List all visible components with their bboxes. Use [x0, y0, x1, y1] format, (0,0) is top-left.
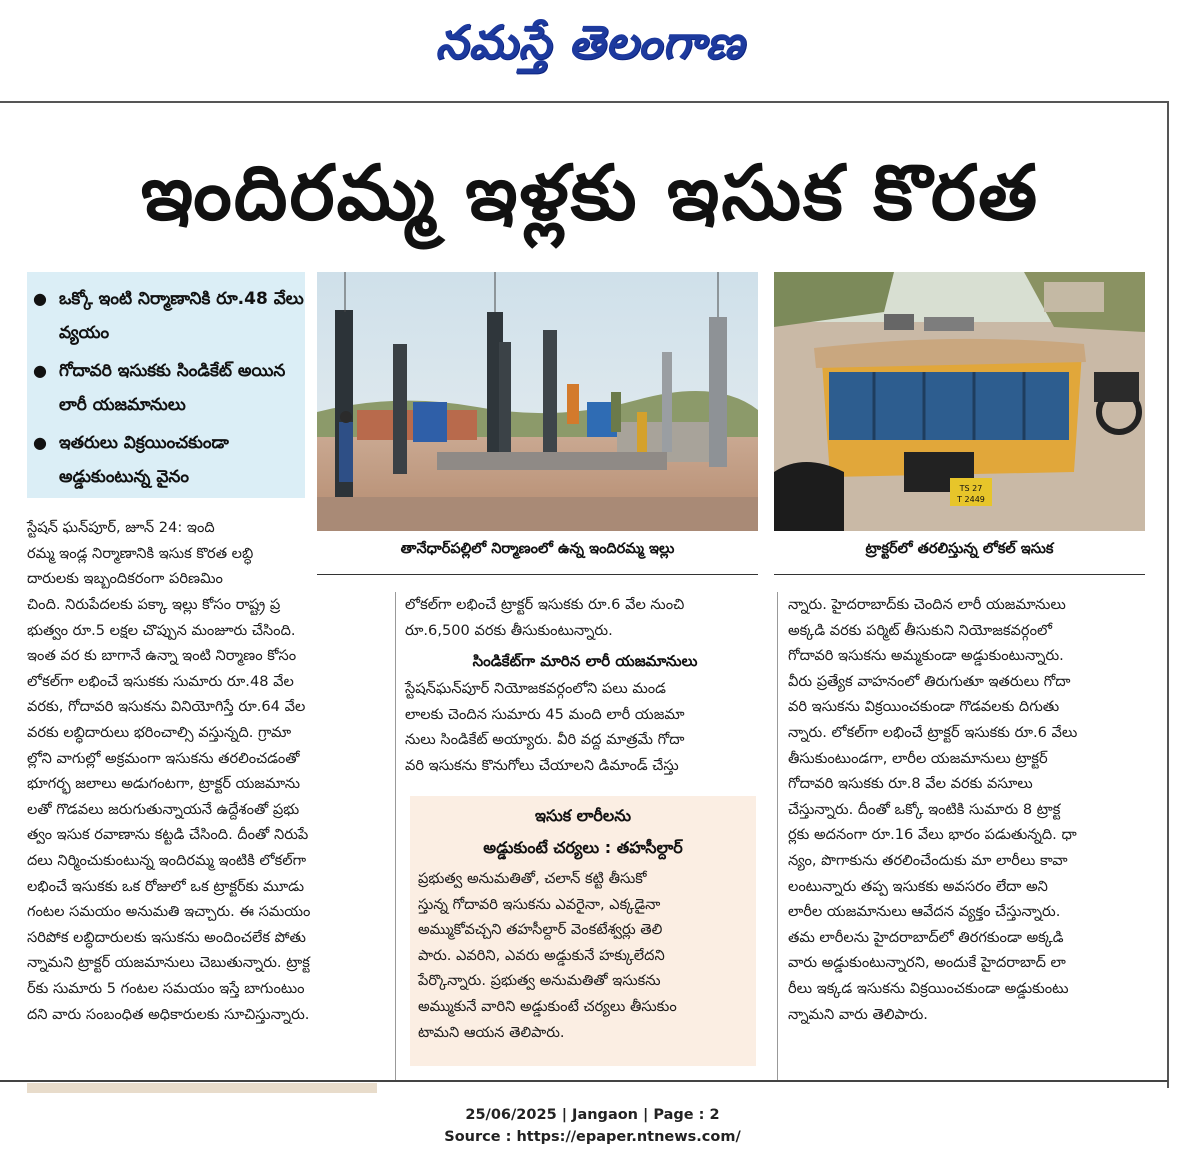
text-line: వరకు, గోదావరి ఇసుకను వినియోగిస్తే రూ.64 వేల — [27, 698, 306, 716]
text-line: చింది. నిరుపేదలకు పక్కా ఇల్లు కోసం రాష్ట్ర ప్ర — [27, 596, 281, 613]
footer-date-line: 25/06/2025 | Jangaon | Page : 2 — [465, 1107, 720, 1123]
text-line: గోదావరి ఇసుకను అమ్మకుండా అడ్డుకుంటున్నారు. — [788, 647, 1064, 665]
caption-rule — [317, 574, 758, 575]
text-line: ర్లకు అదనంగా రూ.16 వేలు భారం పడుతున్నది. ధా — [788, 826, 1077, 844]
text-line: తమ లారీలను హైదరాబాద్‌లో తిరగకుండా అక్కడి — [788, 928, 1064, 946]
text-line: నులు సిండికేట్ అయ్యారు. వీరి వద్ద మాత్రమే గోదా — [405, 731, 685, 749]
bullet-icon: ● — [33, 433, 47, 452]
article-column-1-top — [27, 515, 307, 592]
text-line: సరిపోక లబ్ధిదారులకు ఇసుకను అందించలేక పోతు — [27, 928, 306, 946]
text-line: స్టేషన్ ఘన్‌పూర్, జూన్ 24: ఇంది — [27, 519, 215, 536]
text-line: స్టేషన్‌ఘన్‌పూర్ నియోజకవర్గంలోని పలు మండ — [405, 680, 666, 697]
text-line: స్తున్న గోదావరి ఇసుకను ఎవరైనా, ఎక్కడైనా — [418, 895, 661, 913]
text-line: వరకు లబ్ధిదారులు భరించాల్సి వస్తున్నది. గ్రామా — [27, 723, 292, 741]
text-line: గోదావరి ఇసుకకు రూ.8 వేల వరకు వసూలు — [788, 775, 1033, 793]
text-line: న్యం, పొగాకును తరలించేందుకు మా లారీలు కావా — [788, 851, 1068, 869]
box-title-line: ఇసుక లారీలను — [534, 806, 632, 825]
highlights-box — [27, 272, 305, 498]
article-column-2-top — [405, 592, 765, 643]
text-line: గంటల సమయం అనుమతి ఇచ్చారు. ఈ సమయం — [27, 903, 311, 921]
text-line: అమ్ముకునే వారిని అడ్డుకుంటే చర్యలు తీసుకుం — [418, 997, 677, 1015]
text-line: లాలకు చెందిన సుమారు 45 మంది లారీ యజమా — [405, 705, 685, 723]
text-line: అక్కడి వరకు పర్మిట్ తీసుకుని నియోజకవర్గంలో — [788, 621, 1052, 639]
text-line: వారు అడ్డుకుంటున్నారని, అందుకే హైదరాబాద్ లా — [788, 954, 1066, 972]
highlight-text: గోదావరి ఇసుకకు సిండికేట్ అయిన లారీ యజమానులు — [59, 361, 286, 415]
bullet-icon: ● — [33, 361, 47, 380]
text-line: లోకల్‌గా లభించే ఇసుకకు సుమారు రూ.48 వేల — [27, 672, 294, 690]
text-line: ర్‌కు సుమారు 5 గంటల సమయం ఇస్తే బాగుంటుం — [27, 979, 305, 997]
text-line: ప్రభుత్వ అనుమతితో, చలాన్ కట్టి తీసుకో — [418, 870, 647, 887]
highlight-text: ఒక్కో ఇంటి నిర్మాణానికి రూ.48 వేలు వ్యయం — [59, 289, 304, 343]
text-line: న్నారు. హైదరాబాద్‌కు చెందిన లారీ యజమానులు — [788, 596, 1066, 613]
text-line: ల్లోని వాగుల్లో అక్రమంగా ఇసుకను తరలించడంతో — [27, 749, 300, 767]
text-line: లతో గొడవలు జరుగుతున్నాయనే ఉద్దేశంతో ప్రభు — [27, 800, 300, 818]
plate-text-1: TS 27 — [959, 484, 983, 493]
text-line: వీరు ప్రత్యేక వాహనంలో తిరుగుతూ ఇతరులు గోదా — [788, 672, 1071, 690]
frame-right-rule — [1167, 101, 1169, 1088]
highlight-text: ఇతరులు విక్రయించకుండా అడ్డుకుంటున్న వైనం — [59, 433, 229, 487]
text-line: భూగర్భ జలాలు అడుగంటగా, ట్రాక్టర్ యజమాను — [27, 775, 301, 793]
construction-photo — [317, 272, 758, 531]
article-column-1 — [27, 592, 385, 1027]
text-line: దారులకు ఇబ్బందికరంగా పరిణమిం — [27, 570, 223, 588]
text-line: పేర్కొన్నారు. ప్రభుత్వ అనుమతితో ఇసుకను — [418, 972, 661, 990]
highlight-item — [33, 354, 305, 422]
text-line: దలు నిర్మించుకుంటున్న ఇందిరమ్మ ఇంటికి లోకల్‌గా — [27, 851, 307, 869]
text-line: అమ్ముకోవచ్చని తహసీల్దార్ వెంకటేశ్వర్లు తెలి — [418, 921, 663, 939]
box-title — [410, 800, 756, 864]
article-column-2 — [405, 676, 765, 778]
subheading: సిండికేట్‌గా మారిన లారీ యజమానులు — [472, 652, 698, 670]
text-line: వరి ఇసుకను విక్రయించకుండా గొడవలకు దిగుతు — [788, 698, 1060, 716]
masthead — [0, 0, 1185, 85]
text-line: న్నారు. లోకల్‌గా లభించే ట్రాక్టర్ ఇసుకకు రూ.6 వేలు — [788, 723, 1078, 741]
bottom-rule — [0, 1080, 1168, 1082]
plate-text-2: T 2449 — [957, 495, 985, 504]
text-line: రమ్మ ఇండ్ల నిర్మాణానికి ఇసుక కొరత లబ్ధి — [27, 544, 254, 562]
text-line: రూ.6,500 వరకు తీసుకుంటున్నారు. — [405, 621, 613, 639]
caption-rule — [774, 574, 1145, 575]
text-line: టామని ఆయన తెలిపారు. — [418, 1023, 565, 1041]
highlight-item — [33, 426, 305, 494]
text-line: ఇంత వర కు బాగానే ఉన్నా ఇంటి నిర్మాణం కోసం — [27, 647, 297, 665]
highlight-item — [33, 282, 305, 350]
construction-photo-illustration — [317, 272, 758, 531]
bullet-icon: ● — [33, 289, 47, 308]
text-line: త్వం ఇసుక రవాణాను కట్టడి చేసింది. దీంతో నిరుపే — [27, 826, 309, 844]
box-title-line: అడ్డుకుంటే చర్యలు : తహసీల్దార్ — [483, 838, 683, 857]
next-article-strip — [27, 1083, 377, 1093]
text-line: దని వారు సంబంధిత అధికారులకు సూచిస్తున్నారు. — [27, 1005, 310, 1023]
text-line: లారీల యజమానులు ఆవేదన వ్యక్తం చేస్తున్నారు. — [788, 903, 1061, 921]
tractor-photo-illustration — [774, 272, 1145, 531]
text-line: న్నామని వారు తెలిపారు. — [788, 1005, 928, 1023]
newspaper-logo: నమస్తే తెలంగాణ — [435, 15, 745, 69]
text-line: చేస్తున్నారు. దీంతో ఒక్కో ఇంటికి సుమారు 8 ట్రాక్ట — [788, 800, 1061, 818]
column-divider — [395, 592, 396, 1080]
photo-caption: తానేధార్‌పల్లిలో నిర్మాణంలో ఉన్న ఇందిరమ్మ ఇల్లు — [400, 541, 675, 557]
page-footer — [0, 1104, 1185, 1148]
footer-source-link[interactable]: Source : https://epaper.ntnews.com/ — [444, 1129, 741, 1145]
text-line: భుత్వం రూ.5 లక్షల చొప్పున మంజూరు చేసింది. — [27, 621, 296, 639]
box-text — [418, 866, 754, 1045]
text-line: రీలు ఇక్కడ ఇసుకను విక్రయించకుండా అడ్డుకుంటు — [788, 979, 1069, 997]
photo-caption: ట్రాక్టర్‌లో తరలిస్తున్న లోకల్ ఇసుక — [865, 541, 1054, 557]
column-divider — [777, 592, 778, 1080]
text-line: న్నామని ట్రాక్టర్ యజమానులు చెబుతున్నారు. ట్రాక్ట — [27, 954, 310, 972]
article-column-3 — [788, 592, 1158, 1027]
tractor-photo — [774, 272, 1145, 531]
frame-top-rule — [0, 101, 1168, 103]
text-line: లంటున్నారు తప్ప ఇసుకకు అవసరం లేదా అని — [788, 877, 1048, 895]
text-line: లోకల్‌గా లభించే ట్రాక్టర్ ఇసుకకు రూ.6 వేల నుంచి — [405, 596, 685, 613]
article-headline: ఇందిరమ్మ ఇళ్లకు ఇసుక కొరత — [140, 148, 1040, 237]
text-line: తీసుకుంటుండగా, లారీల యజమానులు ట్రాక్టర్ — [788, 749, 1048, 767]
text-line: లభించే ఇసుకకు ఒక రోజులో ఒక ట్రాక్టర్‌కు మూడు — [27, 877, 305, 895]
text-line: వరి ఇసుకను కొనుగోలు చేయాలని డిమాండ్ చేస్తు — [405, 756, 679, 774]
text-line: పారు. ఎవరిని, ఎవరు అడ్డుకునే హక్కులేదని — [418, 946, 665, 964]
